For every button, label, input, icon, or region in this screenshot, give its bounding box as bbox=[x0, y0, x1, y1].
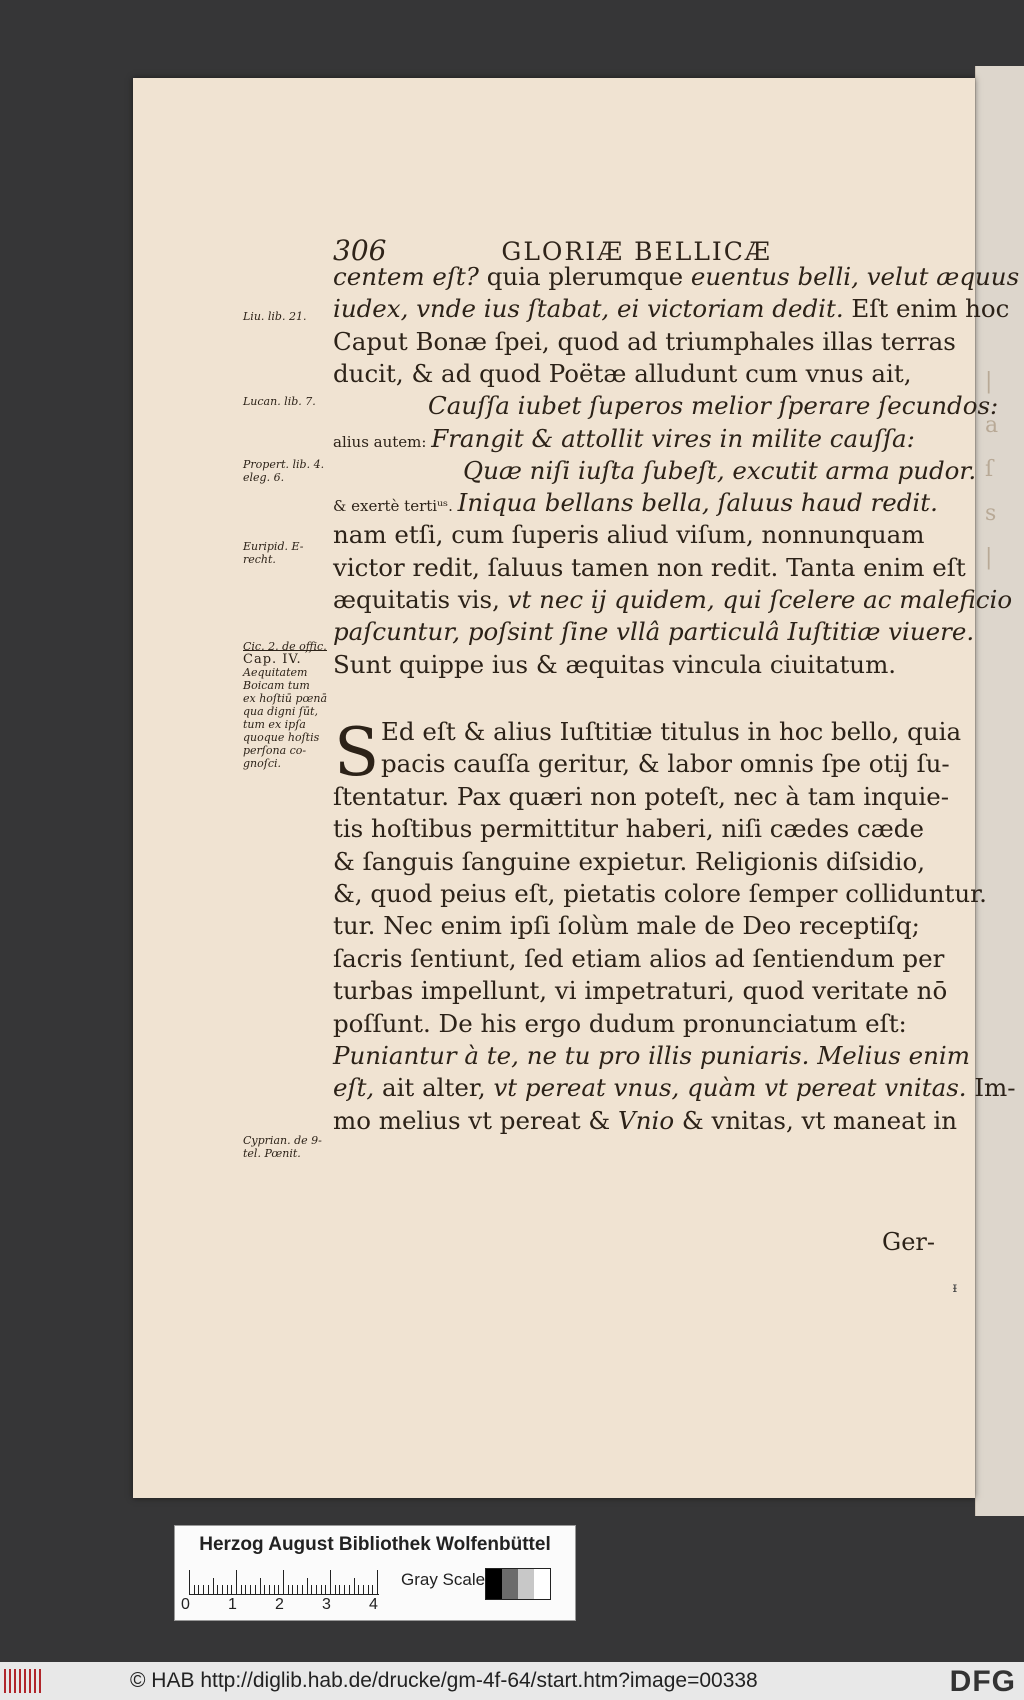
ruler-tick bbox=[222, 1585, 223, 1594]
ruler-tick bbox=[250, 1585, 251, 1594]
ruler-tick bbox=[311, 1585, 312, 1594]
ruler-tick bbox=[368, 1585, 369, 1594]
ruler-tick bbox=[358, 1585, 359, 1594]
text-line bbox=[333, 617, 975, 647]
marginal-note bbox=[243, 310, 306, 323]
ruler-tick bbox=[283, 1570, 284, 1594]
ruler-tick bbox=[241, 1585, 242, 1594]
swatch-cell bbox=[502, 1569, 518, 1599]
text-segment: eſt, bbox=[333, 1073, 375, 1103]
note-line: eleg. 6. bbox=[243, 471, 285, 484]
page-number: 306 bbox=[333, 234, 387, 267]
drop-cap: S bbox=[334, 714, 380, 791]
text-segment: poſſunt. De his ergo dudum pronunciatum eſt: bbox=[333, 1008, 907, 1038]
note-line: Boicam tum bbox=[243, 679, 310, 692]
ruler-number: 0 bbox=[181, 1596, 190, 1613]
ruler-tick bbox=[198, 1585, 199, 1594]
library-name: Herzog August Bibliothek Wolfenbüttel bbox=[199, 1534, 551, 1555]
text-line bbox=[333, 1105, 957, 1135]
ruler-tick bbox=[274, 1585, 275, 1594]
ruler-tick bbox=[194, 1585, 195, 1594]
note-line: gnoſci. bbox=[243, 757, 281, 770]
marginal-note bbox=[243, 1134, 322, 1160]
ruler-tick bbox=[260, 1578, 261, 1594]
text-line bbox=[333, 358, 912, 388]
text-segment: quia plerumque bbox=[478, 262, 691, 291]
swatch-cell bbox=[518, 1569, 534, 1599]
gray-scale-swatch bbox=[485, 1568, 551, 1600]
ruler-tick bbox=[203, 1585, 204, 1594]
text-segment: & ſanguis ſanguine expietur. Religionis diſsidio, bbox=[333, 846, 925, 876]
text-line bbox=[381, 749, 950, 779]
text-segment: tis hoſtibus permittitur haberi, niſi cædes cæde bbox=[333, 814, 924, 844]
note-line: Propert. lib. 4. bbox=[243, 458, 325, 471]
text-segment: Ed eſt & alius Iuſtitiæ titulus in hoc bello, quia bbox=[381, 717, 962, 746]
ruler-tick bbox=[335, 1585, 336, 1594]
note-line: tum ex ipſa bbox=[243, 718, 306, 731]
note-line: tel. Pœnit. bbox=[243, 1147, 301, 1160]
text-segment: æquitatis vis, bbox=[333, 585, 508, 614]
ruler-tick bbox=[307, 1578, 308, 1594]
ruler-number: 1 bbox=[228, 1596, 237, 1613]
copyright-url[interactable]: © HAB http://diglib.hab.de/drucke/gm-4f-64/start.htm?image=00338 bbox=[130, 1669, 758, 1692]
ruler-tick bbox=[372, 1585, 373, 1594]
marginal-note bbox=[243, 395, 316, 408]
note-line: qua digni ſūt, bbox=[243, 705, 318, 718]
text-segment: & exertè tertiᵘˢ. bbox=[333, 497, 458, 516]
note-line: Cic. 2. de offic. bbox=[243, 640, 327, 653]
text-line bbox=[333, 1073, 1016, 1103]
ruler-tick bbox=[302, 1585, 303, 1594]
ruler-tick bbox=[292, 1585, 293, 1594]
text-segment: Caput Bonæ ſpei, quod ad triumphales illas terras bbox=[333, 326, 956, 356]
note-line: perſona co- bbox=[243, 744, 307, 757]
note-line: Lucan. lib. 7. bbox=[243, 395, 316, 408]
note-line: Euripid. E- bbox=[243, 540, 304, 553]
ruler-number: 4 bbox=[369, 1596, 378, 1613]
text-segment: Iniqua bellans bella, ſaluus haud redit. bbox=[457, 488, 938, 518]
ruler-tick bbox=[363, 1585, 364, 1594]
text-segment: vt pereat vnus, quàm vt pereat vnitas. bbox=[493, 1073, 967, 1103]
note-line: recht. bbox=[243, 553, 276, 566]
text-line bbox=[333, 423, 915, 453]
note-line: Aequitatem bbox=[243, 666, 308, 679]
ruler-number: 3 bbox=[322, 1596, 331, 1613]
ruler-tick bbox=[316, 1585, 317, 1594]
running-title: GLORIÆ BELLICÆ bbox=[501, 237, 772, 266]
text-segment: nam etſi, cum ſuperis aliud viſum, nonnunquam bbox=[333, 520, 925, 550]
ruler-tick bbox=[255, 1585, 256, 1594]
text-line bbox=[333, 649, 897, 679]
text-segment: Puniantur à te, ne tu pro illis puniaris. bbox=[333, 1041, 810, 1070]
ruler-tick bbox=[227, 1585, 228, 1594]
ruler-tick bbox=[288, 1585, 289, 1594]
ruler-tick bbox=[330, 1570, 331, 1594]
ruler-tick bbox=[264, 1585, 265, 1594]
ruler-tick bbox=[208, 1585, 209, 1594]
text-segment: mo melius vt pereat & bbox=[333, 1105, 619, 1135]
text-segment: Melius enim bbox=[817, 1041, 970, 1070]
swatch-cell bbox=[486, 1569, 502, 1599]
note-line: Liu. lib. 21. bbox=[243, 310, 307, 323]
text-segment: vt nec ij quidem, qui ſcelere ac maleficio bbox=[507, 585, 1013, 614]
dfg-logo: DFG bbox=[949, 1665, 1016, 1698]
ruler-tick bbox=[278, 1585, 279, 1594]
text-line bbox=[333, 326, 956, 356]
ruler-tick bbox=[344, 1585, 345, 1594]
chapter-note bbox=[243, 650, 327, 770]
ruler-tick bbox=[245, 1585, 246, 1594]
text-segment: & vnitas, vt maneat in bbox=[674, 1105, 957, 1135]
ruler-tick bbox=[349, 1585, 350, 1594]
text-segment: alius autem: bbox=[333, 432, 432, 451]
ruler-tick bbox=[325, 1585, 326, 1594]
ruler-tick bbox=[189, 1570, 190, 1594]
ruler-tick bbox=[339, 1585, 340, 1594]
text-line bbox=[333, 1008, 907, 1038]
text-segment: Eſt enim hoc bbox=[843, 294, 1010, 324]
text-line bbox=[333, 520, 925, 550]
marginal-note bbox=[243, 458, 324, 484]
text-segment: Sunt quippe ius & æquitas vincula ciuitatum. bbox=[333, 649, 897, 679]
text-line bbox=[381, 717, 962, 746]
text-line bbox=[333, 911, 920, 941]
barcode-logo-icon bbox=[4, 1669, 44, 1693]
text-segment: turbas impellunt, vi impetraturi, quod veritate nō bbox=[333, 976, 948, 1006]
page-mark: ᵻ bbox=[952, 1280, 957, 1296]
text-segment: Vnio bbox=[618, 1105, 675, 1135]
ruler-tick bbox=[377, 1570, 378, 1594]
text-segment: iudex, vnde ius ſtabat, ei victoriam dedit. bbox=[333, 294, 844, 324]
ruler-tick bbox=[297, 1585, 298, 1594]
text-line bbox=[333, 976, 948, 1006]
text-segment: centem eſt? bbox=[333, 262, 479, 291]
note-line: quoque hoſtis bbox=[243, 731, 320, 744]
text-line bbox=[333, 846, 925, 876]
catchword: Ger- bbox=[882, 1228, 935, 1256]
note-line: ex hoſtiū pœnā bbox=[243, 692, 328, 705]
text-segment: euentus belli, velut æquus bbox=[690, 262, 1020, 291]
next-page-bleed: | a ſ s | bbox=[985, 369, 999, 570]
swatch-cell bbox=[534, 1569, 550, 1599]
footer-bar bbox=[0, 1662, 1024, 1700]
text-line bbox=[333, 294, 1010, 324]
ruler-tick bbox=[231, 1585, 232, 1594]
note-line: Cyprian. de 9- bbox=[243, 1134, 322, 1147]
chapter-label: Cap. IV. bbox=[243, 650, 327, 666]
text-line bbox=[333, 552, 966, 582]
text-segment: ait alter, bbox=[374, 1073, 494, 1103]
ruler-number: 2 bbox=[275, 1596, 284, 1613]
text-line bbox=[333, 814, 924, 844]
text-line bbox=[333, 781, 949, 811]
text-line bbox=[333, 262, 1020, 291]
text-line bbox=[463, 455, 977, 485]
text-segment: Cauſſa iubet ſuperos melior ſperare ſecundos: bbox=[428, 391, 999, 421]
text-line bbox=[333, 879, 987, 908]
ruler-tick bbox=[213, 1578, 214, 1594]
text-segment: tur. Nec enim ipſi ſolùm male de Deo receptiſq; bbox=[333, 911, 920, 941]
text-segment: pacis cauſſa geritur, & labor omnis ſpe otij ſu- bbox=[381, 749, 950, 779]
text-segment: ſtentatur. Pax quæri non poteſt, nec à tam inquie- bbox=[333, 781, 949, 811]
ruler bbox=[189, 1570, 379, 1595]
text-segment: paſcuntur, poſsint ſine vllâ particulâ Iuſtitiæ viuere. bbox=[333, 617, 975, 647]
ruler-tick bbox=[217, 1585, 218, 1594]
text-segment: ducit, & ad quod Poëtæ alludunt cum vnus ait, bbox=[333, 358, 912, 388]
gray-scale-label: Gray Scale bbox=[401, 1570, 486, 1589]
text-line bbox=[333, 1041, 970, 1070]
text-line bbox=[428, 391, 999, 421]
color-scale-card bbox=[174, 1525, 576, 1621]
text-segment: Frangit & attollit vires in milite cauſſa: bbox=[431, 423, 915, 453]
text-segment: ſacris ſentiunt, ſed etiam alios ad ſentiendum per bbox=[333, 943, 945, 973]
text-segment: Im- bbox=[966, 1073, 1016, 1103]
text-segment: &, quod peius eſt, pietatis colore ſemper colliduntur. bbox=[333, 879, 987, 908]
text-segment: Quæ niſi iuſta ſubeſt, excutit arma pudor. bbox=[463, 455, 977, 485]
marginal-note bbox=[243, 540, 303, 566]
ruler-tick bbox=[269, 1585, 270, 1594]
text-line bbox=[333, 943, 945, 973]
text-line bbox=[333, 488, 938, 518]
ruler-tick bbox=[236, 1570, 237, 1594]
ruler-tick bbox=[321, 1585, 322, 1594]
text-segment: victor redit, ſaluus tamen non redit. Tanta enim eſt bbox=[333, 552, 966, 582]
ruler-tick bbox=[354, 1578, 355, 1594]
text-line bbox=[333, 585, 1013, 614]
